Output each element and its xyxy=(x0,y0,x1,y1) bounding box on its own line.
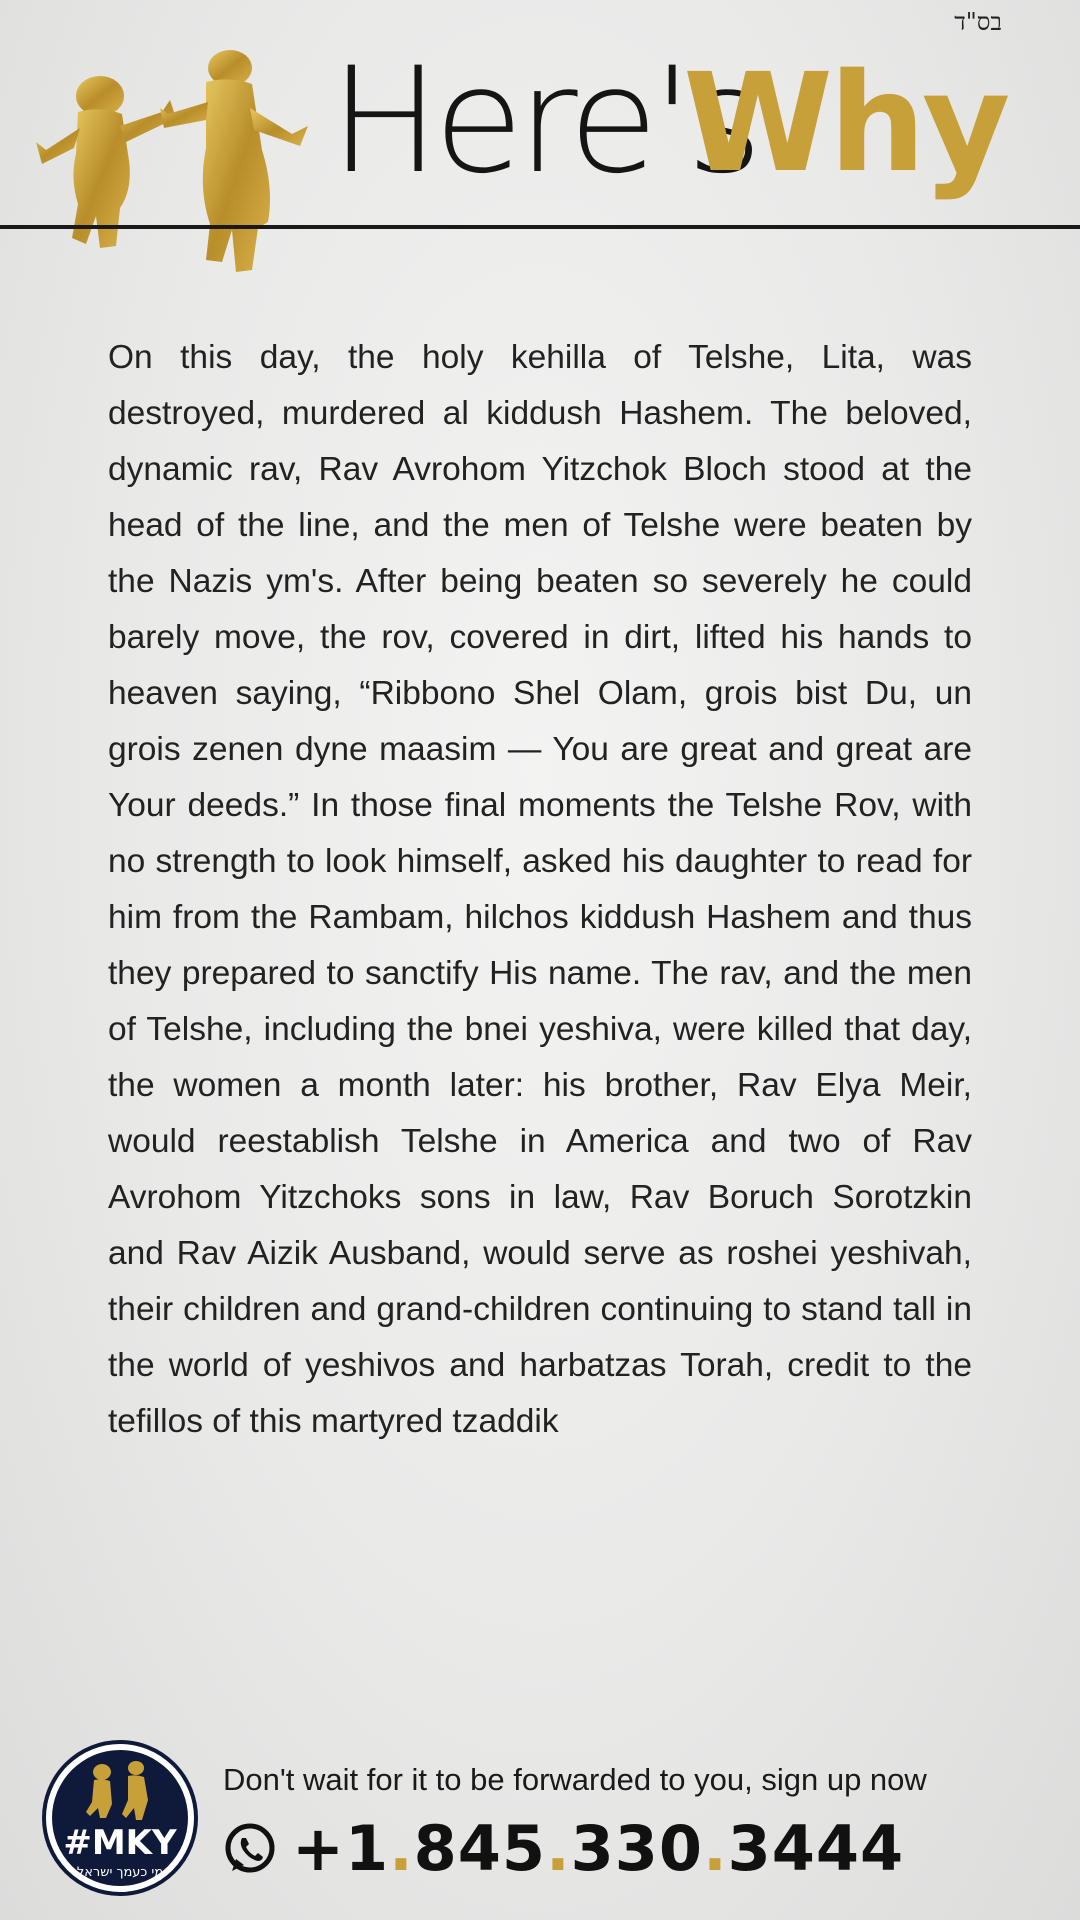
phone-part: 845 xyxy=(413,1812,547,1885)
mky-badge xyxy=(40,1738,200,1898)
badge-subtitle: מי כעמך ישראל xyxy=(76,1865,164,1880)
header-divider xyxy=(0,225,1080,229)
phone-part: 330 xyxy=(570,1812,704,1885)
phone-dot: . xyxy=(389,1812,414,1885)
phone-line[interactable] xyxy=(222,1812,905,1885)
badge-tag: #MKY xyxy=(63,1823,177,1863)
signup-cta: Don't wait for it to be forwarded to you, sign up now xyxy=(223,1762,927,1797)
phone-part: 3444 xyxy=(727,1812,905,1885)
phone-part: +1 xyxy=(292,1812,390,1885)
phone-dot: . xyxy=(703,1812,728,1885)
article-body: On this day, the holy kehilla of Telshe, Lita, was destroyed, murdered al kiddush Hashem. The beloved, dynamic rav, Rav Avrohom Yitzchok Bloch stood at the head of the line, and the men of Telshe were beaten by the Nazis ym's. After being beaten so severely he could barely move, the rov, covered in dirt, lifted his hands to heaven saying, “Ribbono Shel Olam, grois bist Du, un grois zenen dyne maasim — You are great and great are Your deeds.” In those final moments the Telshe Rov, with no strength to look himself, asked his daughter to read for him from the Rambam, hilchos kiddush Hashem and thus they prepared to sanctify His name. The rav, and the men of Telshe, including the bnei yeshiva, were killed that day, the women a month later: his brother, Rav Elya Meir, would reestablish Telshe in America and two of Rav Avrohom Yitzchoks sons in law, Rav Boruch Sorotzkin and Rav Aizik Ausband, would serve as roshei yeshivah, their children and grand-children continuing to stand tall in the world of yeshivos and harbatzas Torah, credit to the tefillos of this martyred tzaddik xyxy=(108,339,972,1440)
title-why: Why xyxy=(683,45,1007,203)
phone-number[interactable] xyxy=(292,1812,905,1885)
title-heres: Here's xyxy=(330,36,757,206)
whatsapp-icon xyxy=(222,1821,278,1877)
phone-dot: . xyxy=(546,1812,571,1885)
bsd-mark: בס"ד xyxy=(954,8,1002,36)
dancing-children-icon xyxy=(30,38,330,288)
